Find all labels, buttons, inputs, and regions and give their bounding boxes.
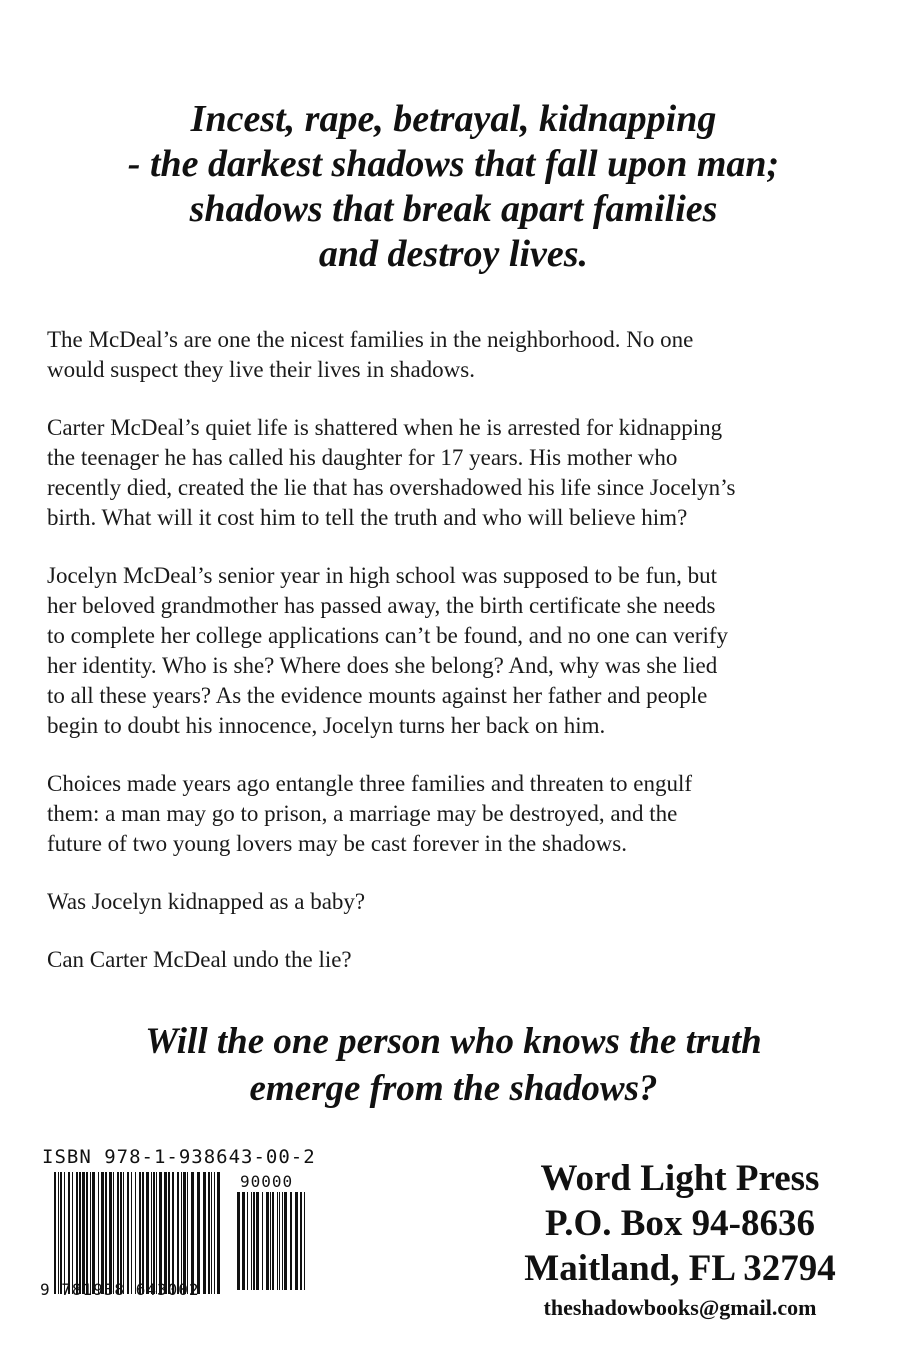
isbn-barcode [40, 1146, 316, 1306]
barcode-bar [191, 1172, 194, 1294]
barcode-bar [262, 1192, 263, 1290]
barcode-bar [237, 1192, 240, 1290]
synopsis-paragraph [47, 561, 867, 741]
barcode-bar [300, 1192, 302, 1290]
synopsis-paragraph [47, 887, 867, 917]
publisher-email: theshadowbooks@gmail.com [543, 1295, 817, 1320]
barcode-bar [58, 1172, 59, 1294]
text-line: her beloved grandmother has passed away, the birth certificate she needs [47, 593, 716, 618]
barcode-bar [120, 1172, 122, 1294]
barcode-bar [156, 1172, 157, 1294]
barcode-bar [247, 1192, 248, 1290]
barcode-bar [159, 1172, 162, 1294]
barcode-bar [146, 1172, 149, 1294]
barcode-bar [270, 1192, 271, 1290]
barcode-bar [64, 1172, 65, 1294]
barcode-bar [79, 1172, 81, 1294]
barcode-bar [82, 1172, 85, 1294]
price-code: 90000 [240, 1172, 294, 1191]
headline-line: - the darkest shadows that fall upon man; [127, 143, 780, 185]
text-line: Jocelyn McDeal’s senior year in high school was supposed to be fun, but [47, 563, 718, 588]
barcode-bars [54, 1172, 222, 1294]
text-line: The McDeal’s are one the nicest families in the neighborhood. No one [47, 327, 694, 352]
barcode-bar [105, 1172, 107, 1294]
barcode-bar [282, 1192, 283, 1290]
barcode-bar [131, 1172, 132, 1294]
synopsis-paragraph [47, 325, 867, 385]
barcode-bar [251, 1192, 252, 1290]
barcode-bar [177, 1172, 179, 1294]
barcode-bar [86, 1172, 88, 1294]
barcode-bar [253, 1192, 255, 1290]
barcode-bar [208, 1172, 210, 1294]
barcode-bar [214, 1172, 215, 1294]
text-line: begin to doubt his innocence, Jocelyn turns her back on him. [47, 713, 606, 738]
barcode-bar [98, 1172, 99, 1294]
barcode-bar [217, 1172, 220, 1294]
barcode-bar [242, 1192, 245, 1290]
text-line: recently died, created the lie that has overshadowed his life since Jocelyn’s [47, 475, 736, 500]
barcode-bar [123, 1172, 124, 1294]
barcode-bar [172, 1172, 174, 1294]
text-line: Carter McDeal’s quiet life is shattered when he is arrested for kidnapping [47, 415, 723, 440]
barcode-bar [183, 1172, 186, 1294]
barcode-bar [109, 1172, 112, 1294]
barcode-bar [256, 1192, 259, 1290]
isbn-label: ISBN 978-1-938643-00-2 [42, 1146, 316, 1168]
barcode-bar [211, 1172, 212, 1294]
barcode-bar [139, 1172, 141, 1294]
barcode-bar [284, 1192, 287, 1290]
barcode-bar [76, 1172, 78, 1294]
barcode-bar [279, 1192, 280, 1290]
barcode-bar [272, 1192, 274, 1290]
synopsis-paragraph [47, 945, 867, 975]
text-line: Was Jocelyn kidnapped as a baby? [47, 889, 366, 914]
barcode-bar [135, 1172, 136, 1294]
headline-line: and destroy lives. [318, 233, 589, 275]
barcode-bar [113, 1172, 114, 1294]
barcode-bar [101, 1172, 104, 1294]
barcode-bar [127, 1172, 129, 1294]
barcode-bar [92, 1172, 95, 1294]
publisher-city: Maitland, FL 32794 [524, 1248, 836, 1289]
text-line: to all these years? As the evidence mounts against her father and people [47, 683, 708, 708]
text-line: Choices made years ago entangle three families and threaten to engulf [47, 771, 693, 796]
barcode-bar [72, 1172, 73, 1294]
barcode-bar [197, 1172, 200, 1294]
barcode-bar [203, 1172, 206, 1294]
barcode-bar [290, 1192, 292, 1290]
publisher-name: Word Light Press [540, 1158, 820, 1199]
synopsis [47, 325, 867, 1003]
text-line: the teenager he has called his daughter for 17 years. His mother who [47, 445, 678, 470]
headline-line: Incest, rape, betrayal, kidnapping [190, 98, 717, 140]
barcode-bar [277, 1192, 278, 1290]
synopsis-paragraph [47, 413, 867, 533]
closing-line: emerge from the shadows? [249, 1068, 658, 1109]
barcode-bar [153, 1172, 155, 1294]
headline [0, 97, 907, 277]
text-line: Can Carter McDeal undo the lie? [47, 947, 352, 972]
addon-barcode-bars [237, 1192, 305, 1290]
barcode-bar [168, 1172, 170, 1294]
barcode-digits: 9 781938 643002 [40, 1280, 200, 1299]
text-line: them: a man may go to prison, a marriage may be destroyed, and the [47, 801, 678, 826]
barcode-bar [164, 1172, 167, 1294]
barcode-bar [266, 1192, 269, 1290]
barcode-bar [90, 1172, 91, 1294]
headline-line: shadows that break apart families [189, 188, 718, 230]
barcode-bar [68, 1172, 70, 1294]
closing-question [0, 1018, 907, 1112]
barcode-bar [151, 1172, 152, 1294]
barcode-bar [54, 1172, 56, 1294]
barcode-bar [181, 1172, 182, 1294]
text-line: would suspect they live their lives in shadows. [47, 357, 475, 382]
barcode-bar [295, 1192, 298, 1290]
publisher-po-box: P.O. Box 94-8636 [545, 1203, 815, 1244]
text-line: birth. What will it cost him to tell the truth and who will believe him? [47, 505, 688, 530]
synopsis-paragraph [47, 769, 867, 859]
closing-line: Will the one person who knows the truth [145, 1021, 762, 1062]
barcode-bar [60, 1172, 62, 1294]
barcode-bar [142, 1172, 144, 1294]
text-line: to complete her college applications can’t be found, and no one can verify [47, 623, 729, 648]
barcode-bar [187, 1172, 188, 1294]
text-line: her identity. Who is she? Where does she belong? And, why was she lied [47, 653, 718, 678]
publisher-info [480, 1156, 880, 1323]
barcode-bar [117, 1172, 119, 1294]
text-line: future of two young lovers may be cast forever in the shadows. [47, 831, 627, 856]
barcode-bar [304, 1192, 305, 1290]
